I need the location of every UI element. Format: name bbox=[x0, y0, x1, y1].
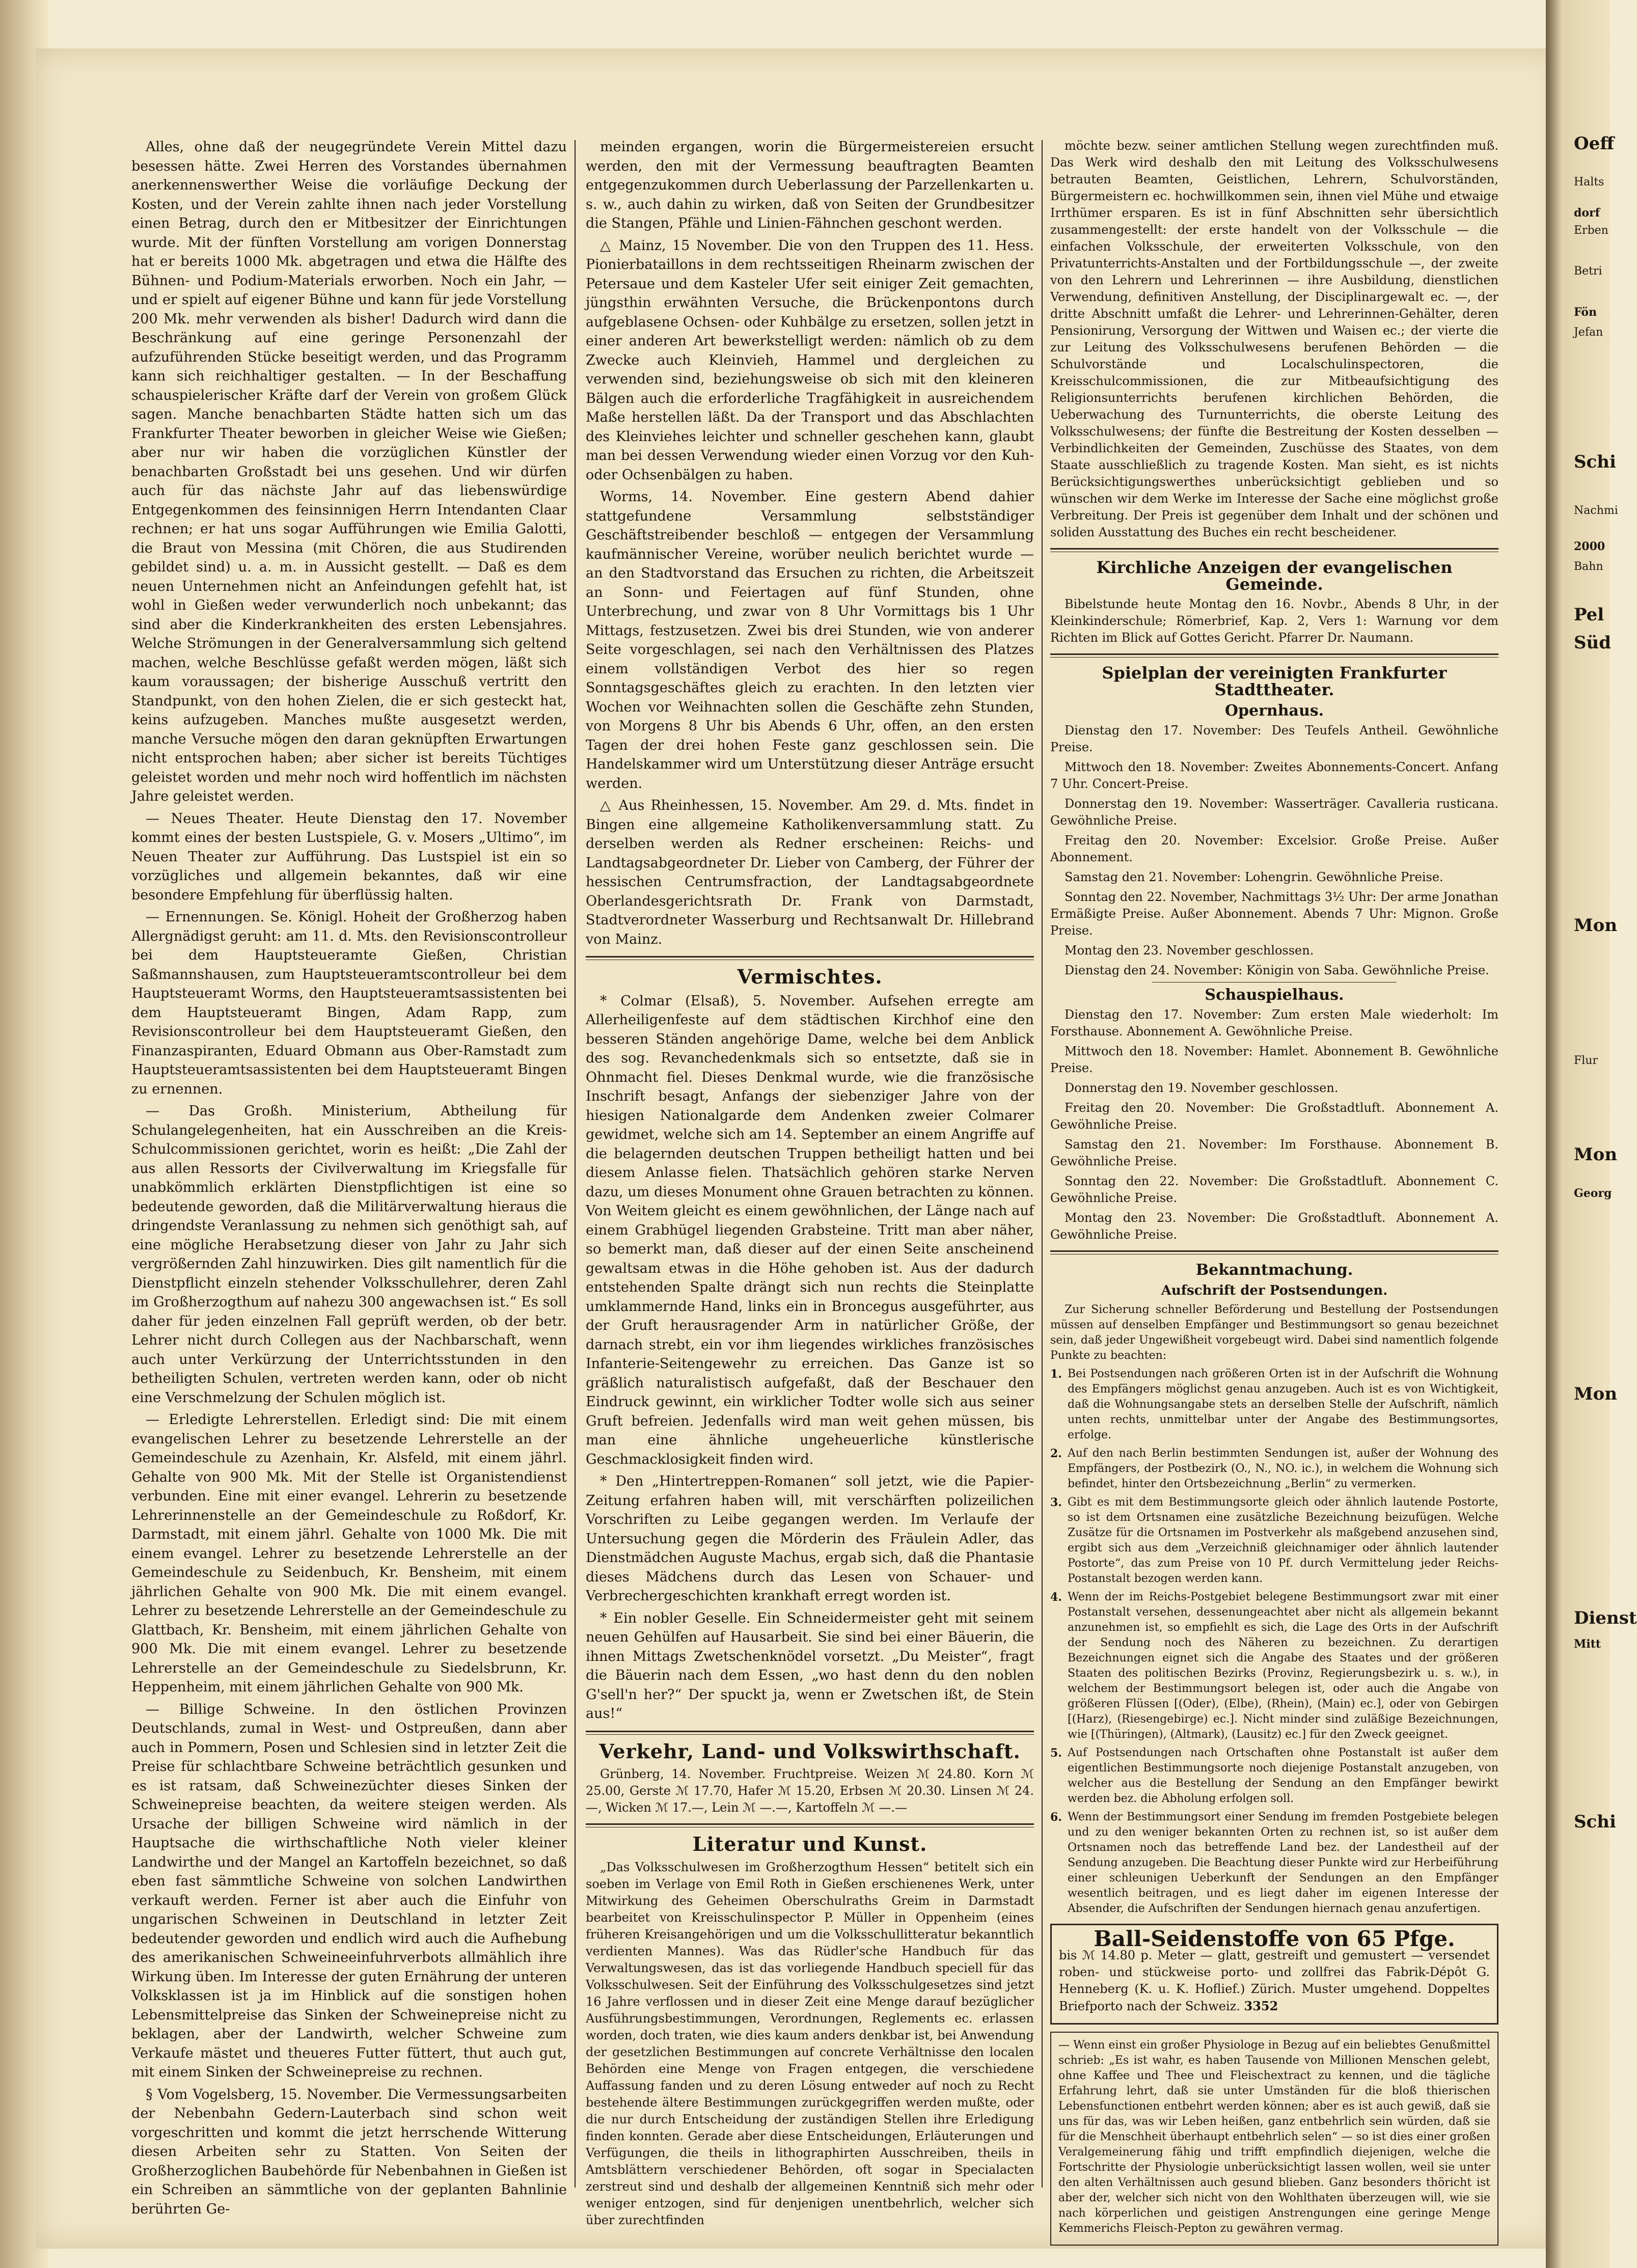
article-hintertreppen: * Den „Hintertreppen-Romanen“ soll jetzt, wie die Papier-Zeitung erfahren haben will, mit verschärften polizeilichen Vorschriften zu Leibe gegangen werden. Im Verlaufe der Untersuchung gegen die Mörderin des Fräulein Adler, das Dienstmädchen Auguste Machus, ergab sich, daß die Phantasie dieses Mädchens durch das Lesen von Schauer- und Verbrechergeschichten krankhaft erregt worden ist. bbox=[586, 1473, 1034, 1604]
list-text: Auf Postsendungen nach Ortschaften ohne Postanstalt ist außer dem eigentlichen Bestimmungsorte noch diejenige Postanstalt anzugeben, von welcher aus die Bestellung der Sendung an den Empfänger bewirkt werden bez. die Abholung erfolgen soll. bbox=[1068, 1746, 1498, 1805]
article-fruchtpreise: Grünberg, 14. November. Fruchtpreise. Weizen ℳ 24.80. Korn ℳ 25.00, Gerste ℳ 17.70, Hafer ℳ 15.20, Erbsen ℳ 20.30. Linsen ℳ 24.—, Wicken ℳ 17.—, Lein ℳ —.—, Kartoffeln ℳ —.— bbox=[586, 1767, 1034, 1815]
ad-body: bis ℳ 14.80 p. Meter — glatt, gestreift und gemustert — versendet roben- und stückweise porto- und zollfrei das Fabrik-Dépôt G. Henneberg (K. u. K. Hoflief.) Zürich. Muster umgehend. Doppeltes Briefporto nach der Schweiz. bbox=[1059, 1948, 1490, 2013]
list-number: 6. bbox=[1050, 1811, 1062, 1824]
program-entry: Dienstag den 17. November: Des Teufels Antheil. Gewöhnliche Preise. bbox=[1050, 723, 1498, 754]
list-item bbox=[1050, 1745, 1498, 1807]
program-entry: Freitag den 20. November: Die Großstadtluft. Abonnement A. Gewöhnliche Preise. bbox=[1050, 1101, 1498, 1132]
column-1 bbox=[131, 138, 567, 2222]
program-entry: Sonntag den 22. November: Die Großstadtluft. Abonnement C. Gewöhnliche Preise. bbox=[1050, 1174, 1498, 1205]
article-volksschulwesen: „Das Volksschulwesen im Großherzogthum Hessen“ betitelt sich ein soeben im Verlage von Emil Roth in Gießen erschienenes Werk, unter Mitwirkung des Geheimen Oberschulraths Greim in Darmstadt bearbeitet von Kreisschulinspector P. Müller in Oppenheim (eines früheren Kreisangehörigen und um die Volksschullitteratur bekanntlich verdienten Mannes). Was das Rüdler'sche Handbuch für das Verwaltungswesen, das ist das vorliegende Handbuch speciell für das Volksschulwesen. Seit der Einführung des Volksschulgesetzes sind jetzt 16 Jahre verflossen und in dieser Zeit eine Menge darauf bezüglicher Ausführungsbestimmungen, Verordnungen, Reglements ec. erlassen worden, doch traten, wie dies kaum anders denkbar ist, bei Anwendung der gesetzlichen Bestimmungen auf concrete Verhältnisse den localen Behörden eine Menge von Fragen entgegen, die verschiedene Auffassung fanden und zu deren Lösung entweder auf noch zu Recht bestehende ältere Bestimmungen zurückgegriffen werden mußte, oder die nur durch Entscheidung der zuständigen Stellen ihre Erledigung finden konnten. Gerade aber diese Entscheidungen, Erläuterungen und Verfügungen, die theils in lithographirten Ausschreiben, theils in Amtsblättern verschiedener Behörden, oft sogar in Specialacten zerstreut sind und deshalb der allgemeinen Kenntniß sich mehr oder weniger entzogen, sind für denjenigen unentbehrlich, welcher sich über zurechtfinden bbox=[586, 1860, 1034, 2227]
list-item bbox=[1050, 1590, 1498, 1742]
adjacent-page-strip bbox=[1546, 0, 1637, 2268]
next-page-fragment: Mon bbox=[1574, 915, 1618, 936]
list-number: 4. bbox=[1050, 1591, 1062, 1604]
list-item bbox=[1050, 1446, 1498, 1492]
next-page-fragment: Dienst bbox=[1574, 1608, 1637, 1628]
section-title-verkehr: Verkehr, Land- und Volkswirthschaft. bbox=[599, 1739, 1021, 1763]
section-rule bbox=[1050, 653, 1498, 658]
next-page-fragment: 2000 bbox=[1574, 540, 1605, 553]
subsection-schauspielhaus: Schauspielhaus. bbox=[1205, 986, 1344, 1004]
program-entry: Dienstag den 24. November: Königin von Saba. Gewöhnliche Preise. bbox=[1065, 963, 1489, 977]
ad-text: — Wenn einst ein großer Physiologe in Bezug auf ein beliebtes Genußmittel schrieb: „Es ist wahr, es haben Tausende von Millionen Menschen gelebt, ohne Kaffee und Thee und Fleischextract zu kennen, und die tägliche Erfahrung lehrt, daß sie unter Umständen für die bloß thierischen Lebensfunctionen entbehrt werden können; aber es ist auch gewiß, daß sie uns für das, was wir Leben heißen, ganz entbehrlich sein würden, daß sie für die Menschheit überhaupt entbehrlich selen“ — so ist dies einer großen Veralgemeinerung fähig und trifft empfindlich diejenigen, welche die Fortschritte der Physiologie unberücksichtigt lassen wollen, weil sie unter den alten Verhältnissen auch gesund blieben. Ganz besonders thöricht ist aber der, welcher sich nicht von den Wohlthaten überzeugen will, wie sie nach körperlichen und geistigen Anstrengungen eine geringe Menge Kemmerichs Fleisch-Pepton zu gewähren vermag. bbox=[1058, 2039, 1490, 2235]
section-title-bekanntmachung: Bekanntmachung. bbox=[1195, 1261, 1353, 1279]
program-entry: Sonntag den 22. November, Nachmittags 3½ Uhr: Der arme Jonathan Ermäßigte Preise. Außer Abonnement. Abends 7 Uhr: Mignon. Große Preise. bbox=[1050, 890, 1498, 938]
article-lehrerstellen: — Erledigte Lehrerstellen. Erledigt sind: Die mit einem evangelischen Lehrer zu besetzende Lehrerstelle an der Gemeindeschule zu Azenhain, Kr. Alsfeld, mit einem jährl. Gehalte von 900 Mk. Mit der Stelle ist Organistendienst verbunden. Eine mit einer evangel. Lehrerin zu besetzende Lehrerinnenstelle an der Gemeindeschule zu Roßdorf, Kr. Darmstadt, mit einem jährl. Gehalte von 1000 Mk. Die mit einem evangel. Lehrer zu besetzende Lehrerstelle an der Gemeindeschule zu Seidenbuch, Kr. Bensheim, mit einem jährlichen Gehalte von 900 Mk. Die mit einem evangel. Lehrer zu besetzende Lehrerstelle an der Gemeindeschule zu Glattbach, Kr. Bensheim, mit einem jährlichen Gehalte von 900 Mk. Die mit einem evangel. Lehrer zu besetzende Lehrerstelle an der Gemeindeschule zu Siedelsbrunn, Kr. Heppenheim, mit einem jährlichen Gehalte von 900 Mk. bbox=[131, 1412, 567, 1695]
next-page-fragment: Bahn bbox=[1574, 560, 1603, 573]
subtitle-postsendungen: Aufschrift der Postsendungen. bbox=[1161, 1283, 1388, 1298]
ad-physiologe bbox=[1050, 2032, 1498, 2246]
article-volksschulwesen-cont: möchte bezw. seiner amtlichen Stellung wegen zurechtfinden muß. Das Werk wird deshalb den mit Leitung des Volksschulwesens betrauten Beamten, Geistlichen, Lehrern, Schulvorständen, Bürgermeistern ec. hochwillkommen sein, ihnen viel Mühe und etwaige Irrthümer ersparen. Es ist in fünf Abschnitten sehr übersichtlich zusammengestellt: der erste handelt von der Volksschule — die einfachen Volksschule, der erweiterten Volksschule, von den Privatunterrichts-Anstalten und der Fortbildungsschule —, der zweite von den Lehrern und Lehrerinnen — ihre Ausbildung, dienstlichen Verwendung, definitiven Anstellung, der Disciplinargewalt ec. —, der dritte Abschnitt umfaßt die Lehrer- und Lehrerinnen-Gehälter, deren Pensionirung, Versorgung der Wittwen und Waisen ec.; der vierte die zur Leitung des Volksschulwesens berufenen Behörden — die Schulvorstände und Localschulinspectoren, die Kreisschulcommissionen, die zur Mitbeaufsichtigung des Religionsunterrichts berufenen kirchlichen Behörden, die Ueberwachung des Turnunterrichts, die oberste Leitung des Volksschulwesens; der fünfte die Bestreitung der Kosten desselben — Verbindlichkeiten der Gemeinden, Zuschüsse des Staates, von dem Staate ausschließlich zu tragende Kosten. Man sieht, es ist nichts Berücksichtigungswerthes unberücksichtigt geblieben und so wünschen wir dem Werke im Interesse der Sache eine möglichst große Verbreitung. Der Preis ist gegenüber dem Inhalt und der schönen und soliden Ausstattung des Buches ein recht bescheidener. bbox=[1050, 139, 1498, 539]
article-theaterverein: Alles, ohne daß der neugegründete Verein Mittel dazu besessen hätte. Zwei Herren des Vorstandes übernahmen anerkennenswerther Weise die vorläufige Deckung der Kosten, und der Verein zahlte ihnen nach jeder Vorstellung einen Betrag, durch den er Mitbesitzer der Einrichtungen wurde. Mit der fünften Vorstellung am vorigen Donnerstag hat er bereits 1000 Mk. abgetragen und etwa die Hälfte des Bühnen- und Podium-Materials erworben. Noch ein Jahr, — und er spielt auf eigener Bühne und kann für jede Vorstellung 200 Mk. mehr verwenden als bisher! Dadurch wird dann die Beschränkung auf eine geringe Personenzahl der aufzuführenden Stücke beseitigt werden, und das Programm kann sich reichhaltiger gestalten. — In der Beschaffung schauspielerischer Kräfte darf der Verein von großem Glück sagen. Manche benachbarten Städte hatten sich um das Frankfurter Theater beworben in gleicher Weise wie Gießen; aber nur wir haben die vorzüglichen Künstler der benachbarten Großstadt bei uns gesehen. Und wir dürfen auch für das nächste Jahr auf das liebenswürdige Entgegenkommen des feinsinnigen Herrn Intendanten Claar rechnen; er hat uns sogar Aufführungen wie Emilia Galotti, die Braut von Messina (mit Chören, die aus Studirenden gebildet sind) u. a. m. in Aussicht gestellt. — Daß es dem neuen Unternehmen nicht an Anfeindungen gefehlt hat, ist wohl in Gießen weder verwunderlich noch unbekannt; das sind aber die Kinderkrankheiten des ersten Lebensjahres. Welche Strömungen in der Generalversammlung sich geltend machen, welche Beschlüsse gefaßt werden mögen, läßt sich kaum voraussagen; der bisherige Ausschuß vertritt den Standpunkt, von den hohen Zielen, die er sich gesteckt hat, keins aufzugeben. Manches mußte ausgesetzt werden, manche Versuche mögen den daran geknüpften Erwartungen nicht entsprochen haben; aber sicher ist bereits Tüchtiges geleistet worden und mehr noch wird hoffentlich im nächsten Jahre geleistet werden. bbox=[131, 139, 567, 804]
section-title-kirchliche: Kirchliche Anzeigen der evangelischen Gemeinde. bbox=[1096, 558, 1453, 594]
program-entry: Dienstag den 17. November: Zum ersten Male wiederholt: Im Forsthause. Abonnement A. Gewöhnliche Preise. bbox=[1050, 1007, 1498, 1039]
list-number: 2. bbox=[1050, 1447, 1062, 1460]
next-page-fragment: Georg bbox=[1574, 1187, 1612, 1200]
article-vogelsberg: § Vom Vogelsberg, 15. November. Die Vermessungsarbeiten der Nebenbahn Gedern-Lauterbach sind schon weit vorgeschritten und kommt die jetzt herrschende Witterung diesen Arbeiten sehr zu Statten. Von Seiten der Großherzoglichen Baubehörde für Nebenbahnen in Gießen ist ein Schreiben an sämmtliche von der geplanten Bahnlinie berührten Ge- bbox=[131, 2086, 567, 2217]
program-entry: Donnerstag den 19. November: Wasserträger. Cavalleria rusticana. Gewöhnliche Preise. bbox=[1050, 797, 1498, 828]
next-page-fragment: Flur bbox=[1574, 1054, 1598, 1067]
list-text: Gibt es mit dem Bestimmungsorte gleich oder ähnlich lautende Postorte, so ist dem Ortsnamen eine zusätzliche Bezeichnung beizufügen. Welche Zusätze für die Ortsnamen im Postverkehr als maßgebend anzusehen sind, ergibt sich aus dem „Verzeichniß gleichnamiger oder ähnlich lautender Postorte“, das zum Preise von 10 Pf. durch Vermittelung jeder Reichs-Postanstalt bezogen werden kann. bbox=[1068, 1496, 1498, 1585]
next-page-fragment: Fön bbox=[1574, 306, 1597, 319]
subsection-opernhaus: Opernhaus. bbox=[1224, 702, 1324, 720]
ad-text bbox=[1059, 1947, 1490, 2015]
next-page-fragment: Halts bbox=[1574, 176, 1604, 188]
list-item bbox=[1050, 1810, 1498, 1917]
program-entry: Freitag den 20. November: Excelsior. Große Preise. Außer Abonnement. bbox=[1050, 833, 1498, 864]
article-ministerium: — Das Großh. Ministerium, Abtheilung für Schulangelegenheiten, hat ein Ausschreiben an die Kreis-Schulcommissionen gerichtet, worin es heißt: „Die Zahl der aus allen Ressorts der Civilverwaltung im Kriegsfalle für unabkömmlich erklärten Dienstpflichtigen ist eine so bedeutende geworden, daß die Militärverwaltung hieraus die dringendste Veranlassung zu nehmen sich genöthigt sah, auf eine mögliche Herabsetzung dieser von Jahr zu Jahr sich vergrößernden Zahl hinzuwirken. Dies gilt namentlich für die Dienstpflicht einzeln stehender Volksschullehrer, deren Zahl im Großherzogthum auf nahezu 300 angewachsen ist.“ Es soll daher für jeden einzelnen Fall geprüft werden, ob der betr. Lehrer nicht durch Collegen aus der Nachbarschaft, wenn auch unter Verkürzung der Unterrichtsstunden in den betheiligten Schulen, vertreten werden kann, oder ob nicht eine Verschmelzung der Schulen möglich ist. bbox=[131, 1103, 567, 1406]
list-number: 1. bbox=[1050, 1368, 1062, 1381]
next-page-fragment: Schi bbox=[1574, 1812, 1616, 1832]
column-2 bbox=[586, 138, 1034, 2232]
list-item bbox=[1050, 1367, 1498, 1443]
column-3 bbox=[1050, 138, 1498, 2253]
ad-code: 3352 bbox=[1244, 1999, 1278, 2013]
list-text: Auf den nach Berlin bestimmten Sendungen ist, außer der Wohnung des Empfängers, der Postbezirk (O., N., NO. ic.), in welchem die Wohnung sich befindet, hinter den Ortsbezeichnung „Berlin“ zu vermerken. bbox=[1068, 1447, 1498, 1490]
article-ernennungen: — Ernennungen. Se. Königl. Hoheit der Großherzog haben Allergnädigst geruht: am 11. d. Mts. den Revisionscontrolleur bei dem Hauptsteueramte Gießen, Christian Saßmannshausen, zum Hauptsteueramtscontrolleur bei dem Hauptsteueramt Worms, den Hauptsteueramtsassistenten bei dem Hauptsteueramt Bingen, Adam Rapp, zum Revisionscontrolleur bei dem Hauptsteueramt Gießen, den Finanzaspiranten, Eduard Obmann aus Ober-Ramstadt zum Hauptsteueramtsassistenten bei dem Hauptsteueramt Bingen zu ernennen. bbox=[131, 909, 567, 1097]
program-entry: Donnerstag den 19. November geschlossen. bbox=[1065, 1081, 1339, 1095]
next-page-fragment: Mon bbox=[1574, 1144, 1618, 1165]
program-entry: Samstag den 21. November: Lohengrin. Gewöhnliche Preise. bbox=[1065, 870, 1443, 884]
section-rule bbox=[586, 1823, 1034, 1827]
article-nobler-geselle: * Ein nobler Geselle. Ein Schneidermeister geht mit seinem neuen Gehülfen auf Hausarbeit. Sie sind bei einer Bäuerin, die ihnen Mittags Zwetschenknödel vorsetzt. „Du Meister“, fragt die Bäuerin nach dem Essen, „wo hast denn du den noblen G'sell'n her?“ Der spuckt ja, wenn er Zwetschen ißt, de Stein aus!“ bbox=[586, 1610, 1034, 1722]
next-page-fragment: Süd bbox=[1574, 633, 1612, 653]
next-page-fragment: Pel bbox=[1574, 605, 1604, 625]
notice-intro: Zur Sicherung schneller Beförderung und Bestellung der Postsendungen müssen auf denselben Empfänger und Bestimmungsort so genau bezeichnet sein, daß jeder Ungewißheit vorgebeugt wird. Dabei sind namentlich folgende Punkte zu beachten: bbox=[1050, 1303, 1498, 1362]
section-rule bbox=[1050, 548, 1498, 552]
next-page-fragment: Oeff bbox=[1574, 133, 1615, 154]
column-divider bbox=[575, 140, 576, 2188]
list-text: Wenn der im Reichs-Postgebiet belegene Bestimmungsort zwar mit einer Postanstalt versehen, dessenungeachtet aber nicht als allgemein bekannt anzunehmen ist, so empfiehlt es sich, die Lage des Orts in der Aufschrift der Sendung noch des Näheren zu bezeichnen. Zu derartigen Bezeichnungen eignet sich die Angabe des Staates und der größeren Staaten des politischen Bezirks (Provinz, Regierungsbezirk u. s. w.), in welchem der Bestimmungsort belegen ist, oder auch die Angabe von größeren Flüssen [(Oder), (Elbe), (Rhein), (Main) ec.], oder von Gebirgen [(Harz), (Riesengebirge) ec.]. Nicht minder sind zuläßige Bezeichnungen, wie [(Thüringen), (Altmark), (Lausitz) ec.] für den Zweck geeignet. bbox=[1068, 1591, 1498, 1741]
column-divider bbox=[1042, 140, 1043, 2188]
next-page-fragment: dorf bbox=[1574, 206, 1600, 220]
article-mainz: △ Mainz, 15 November. Die von den Truppen des 11. Hess. Pionierbataillons in dem rechtsseitigen Rheinarm zwischen der Petersaue und dem Kasteler Ufer seit einiger Zeit gemachten, jüngsthin erwähnten Versuche, die Brückenpontons durch aufgeblasene Ochsen- oder Kuhbälge zu ersetzen, sollen jetzt in einer anderen Art bewerkstelligt werden: nämlich ob zu dem Zwecke auch Kleinvieh, Hammel und dergleichen zu verwenden sind, beziehungsweise ob sich mit den kleineren Bälgen auch die erforderliche Tragfähigkeit in ausreichendem Maße herstellen läßt. Da der Transport und das Abschlachten des Kleinviehes leichter und schneller geschehen kann, glaubt man bei dessen Verwendung wieder einen Vorzug vor den Kuh- oder Ochsenbälgen zu haben. bbox=[586, 237, 1034, 483]
program-entry: Mittwoch den 18. November: Hamlet. Abonnement B. Gewöhnliche Preise. bbox=[1050, 1044, 1498, 1075]
next-page-fragment: Betri bbox=[1574, 265, 1602, 278]
list-text: Bei Postsendungen nach größeren Orten ist in der Aufschrift die Wohnung des Empfängers möglichst genau anzugeben. Auch ist es von Wichtigkeit, daß die Wohnungsangabe stets an derselben Stelle der Aufschrift, nämlich unten rechts, unmittelbar unter der Angabe des Bestimmungsortes, erfolge. bbox=[1068, 1368, 1498, 1441]
article-neues-theater: — Neues Theater. Heute Dienstag den 17. November kommt eines der besten Lustspiele, G. v. Mosers „Ultimo“, im Neuen Theater zur Aufführung. Das Lustspiel ist ein so vorzügliches und allgemein bekanntes, daß wir eine besondere Empfehlung für überflüssig halten. bbox=[131, 810, 567, 903]
list-text: Wenn der Bestimmungsort einer Sendung im fremden Postgebiete belegen und zu den weniger bekannten Orten zu rechnen ist, so ist außer dem Ortsnamen noch das betreffende Land bez. der Landestheil auf der Sendung anzugeben. Die Beachtung dieser Punkte wird zur Herbeiführung einer schleunigen Ueberkunft der Sendungen an den Empfänger wesentlich beitragen, und es liegt daher im eigenen Interesse der Absender, die Aufschriften der Sendungen hiernach genau anzufertigen. bbox=[1068, 1811, 1498, 1915]
program-entry: Montag den 23. November: Die Großstadtluft. Abonnement A. Gewöhnliche Preise. bbox=[1050, 1211, 1498, 1242]
program-entry: Montag den 23. November geschlossen. bbox=[1065, 943, 1314, 958]
next-page-fragment: Schi bbox=[1574, 452, 1616, 472]
section-title-literatur: Literatur und Kunst. bbox=[692, 1833, 927, 1855]
next-page-fragment: Nachmi bbox=[1574, 504, 1618, 517]
program-entry: Mittwoch den 18. November: Zweites Abonnements-Concert. Anfang 7 Uhr. Concert-Preise. bbox=[1050, 760, 1498, 791]
notice-list bbox=[1050, 1367, 1498, 1917]
list-number: 3. bbox=[1050, 1496, 1062, 1509]
notice-bibelstunde: Bibelstunde heute Montag den 16. Novbr., Abends 8 Uhr, in der Kleinkinderschule; Römerbrief, Kap. 2, Vers 1: Warnung vor dem Richten im Blick auf Gottes Gericht. Pfarrer Dr. Naumann. bbox=[1050, 597, 1498, 645]
program-entry: Samstag den 21. November: Im Forsthause. Abonnement B. Gewöhnliche Preise. bbox=[1050, 1137, 1498, 1168]
list-item bbox=[1050, 1495, 1498, 1587]
section-rule bbox=[586, 956, 1034, 960]
article-rheinhessen: △ Aus Rheinhessen, 15. November. Am 29. d. Mts. findet in Bingen eine allgemeine Katholikenversammlung statt. Zu derselben werden als Redner erscheinen: Reichs- und Landtagsabgeordneter Dr. Lieber von Camberg, der Führer der hessischen Centrumsfraction, der Landtagsabgeordnete Oberlandesgerichtsrath Dr. Frank von Darmstadt, Stadtverordneter Wasserburg und Rechtsanwalt Dr. Hillebrand von Mainz. bbox=[586, 798, 1034, 947]
next-page-fragment: Mon bbox=[1574, 1384, 1618, 1404]
article-vogelsberg-cont: meinden ergangen, worin die Bürgermeistereien ersucht werden, den mit der Vermessung beauftragten Beamten entgegenzukommen durch Ueberlassung der Parzellenkarten u. s. w., auch dahin zu wirken, daß von Seiten der Grundbesitzer die Stangen, Pfähle und Linien-Fähnchen geschont werden. bbox=[586, 139, 1034, 231]
section-title-spielplan: Spielplan der vereinigten Frankfurter Stadttheater. bbox=[1102, 663, 1447, 699]
next-page-fragment: Jefan bbox=[1574, 326, 1603, 339]
list-number: 5. bbox=[1050, 1746, 1062, 1760]
next-page-fragment: Mitt bbox=[1574, 1637, 1601, 1651]
section-rule bbox=[1050, 1250, 1498, 1254]
article-billige-schweine: — Billige Schweine. In den östlichen Provinzen Deutschlands, zumal in West- und Ostpreußen, dann aber auch in Pommern, Posen und Schlesien sind in letzter Zeit die Preise für schlachtbare Schweine beträchtlich gesunken und es ist ratsam, daß Schweinezüchter dieses Sinken der Schweinepreise beachten, da weitere steigen werden. Als Ursache der billigen Schweine wird nämlich in der Hauptsache die wirthschaftliche Noth vieler kleiner Landwirthe und der Mangel an Kartoffeln bezeichnet, so daß eben fast sämmtliche Schweine von solchen Landwirthen verkauft werden. Ferner ist aber auch die Einfuhr von ungarischen Schweinen in Deutschland in letzter Zeit bedeutender geworden und endlich wird auch die Aufhebung des amerikanischen Schweineeinfuhrverbots allmählich ihre Wirkung üben. Im Interesse der guten Ernährung der unteren Volksklassen ist ja im Hinblick auf die sonstigen hohen Lebensmittelpreise das Sinken der Schweinepreise nicht zu beklagen, aber der Landwirth, welcher Schweine zum Verkaufe mästet und theueres Futter füttert, thut auch gut, mit einem Sinken der Schweinepreise zu rechnen. bbox=[131, 1701, 567, 2080]
section-title-vermischtes: Vermischtes. bbox=[737, 965, 883, 988]
ad-seidenstoffe bbox=[1050, 1924, 1498, 2025]
article-colmar: * Colmar (Elsaß), 5. November. Aufsehen erregte am Allerheiligenfeste auf dem städtischen Kirchhof eine den besseren Ständen angehörige Dame, welche bei dem Anblick des sog. Revanchedenkmals sich so entsetzte, daß sie in Ohnmacht fiel. Dieses Denkmal wurde, wie die französische Inschrift besagt, Anfangs der siebenziger Jahre von der hiesigen Nationalgarde dem Andenken zweier Colmarer gewidmet, welche sich am 14. September an einem Angriffe auf die belagernden deutschen Truppen betheiligt hatten und bei diesem Anlasse fielen. Thatsächlich gehören starke Nerven dazu, um dieses Monument ohne Grauen betrachten zu können. Von Weitem gleicht es einem gewöhnlichen, der Länge nach auf einem Grabhügel liegenden Grabsteine. Tritt man aber näher, so bemerkt man, daß dieser auf der einen Seite anscheinend gewaltsam etwas in die Höhe gehoben ist. Aus der dadurch entstehenden Spalte drängt sich nun rechts die Steinplatte umklammernde Hand, links ein in Broncegus ausgeführter, aus der Gruft herausragender Arm in natürlicher Größe, der darnach strebt, ein vor ihm liegendes wirkliches französisches Infanterie-Seitengewehr zu erreichen. Das Ganze ist so gräßlich naturalistisch aufgefaßt, daß der Beschauer den Eindruck gewinnt, ein wirklicher Todter wolle sich aus seiner Gruft befreien. Jedenfalls wird man weit gehen müssen, bis man eine ähnliche ungeheuerliche künstlerische Geschmacklosigkeit finden wird. bbox=[586, 993, 1034, 1467]
article-worms: Worms, 14. November. Eine gestern Abend dahier stattgefundene Versammlung selbstständiger Geschäftstreibender beschloß — entgegen der Versammlung kaufmännischer Vereine, worüber neulich berichtet wurde — an den Stadtvorstand das Ersuchen zu richten, die Arbeitszeit an Sonn- und Feiertagen auf fünf Stunden, ohne Unterbrechung, und zwar von 8 Uhr Vormittags bis 1 Uhr Mittags, festzusetzen. Zwei bis drei Stunden, wie von anderer Seite vorgeschlagen, sei nach den Verhältnissen des Platzes einem vollständigen Verbot des hier so regen Sonntagsgeschäftes gleich zu erachten. In den letzten vier Wochen vor Weihnachten sollen die Geschäfte zehn Stunden, von Morgens 8 Uhr bis Abends 6 Uhr, offen, an den ersten Tagen der drei hohen Feste ganz geschlossen sein. Die Handelskammer wird um Unterstützung dieser Anträge ersucht werden. bbox=[586, 489, 1034, 791]
section-rule bbox=[586, 1731, 1034, 1735]
next-page-fragment: Erben bbox=[1574, 224, 1608, 237]
ad-title: Ball-Seidenstoffe von 65 Pfge. bbox=[1094, 1926, 1455, 1951]
